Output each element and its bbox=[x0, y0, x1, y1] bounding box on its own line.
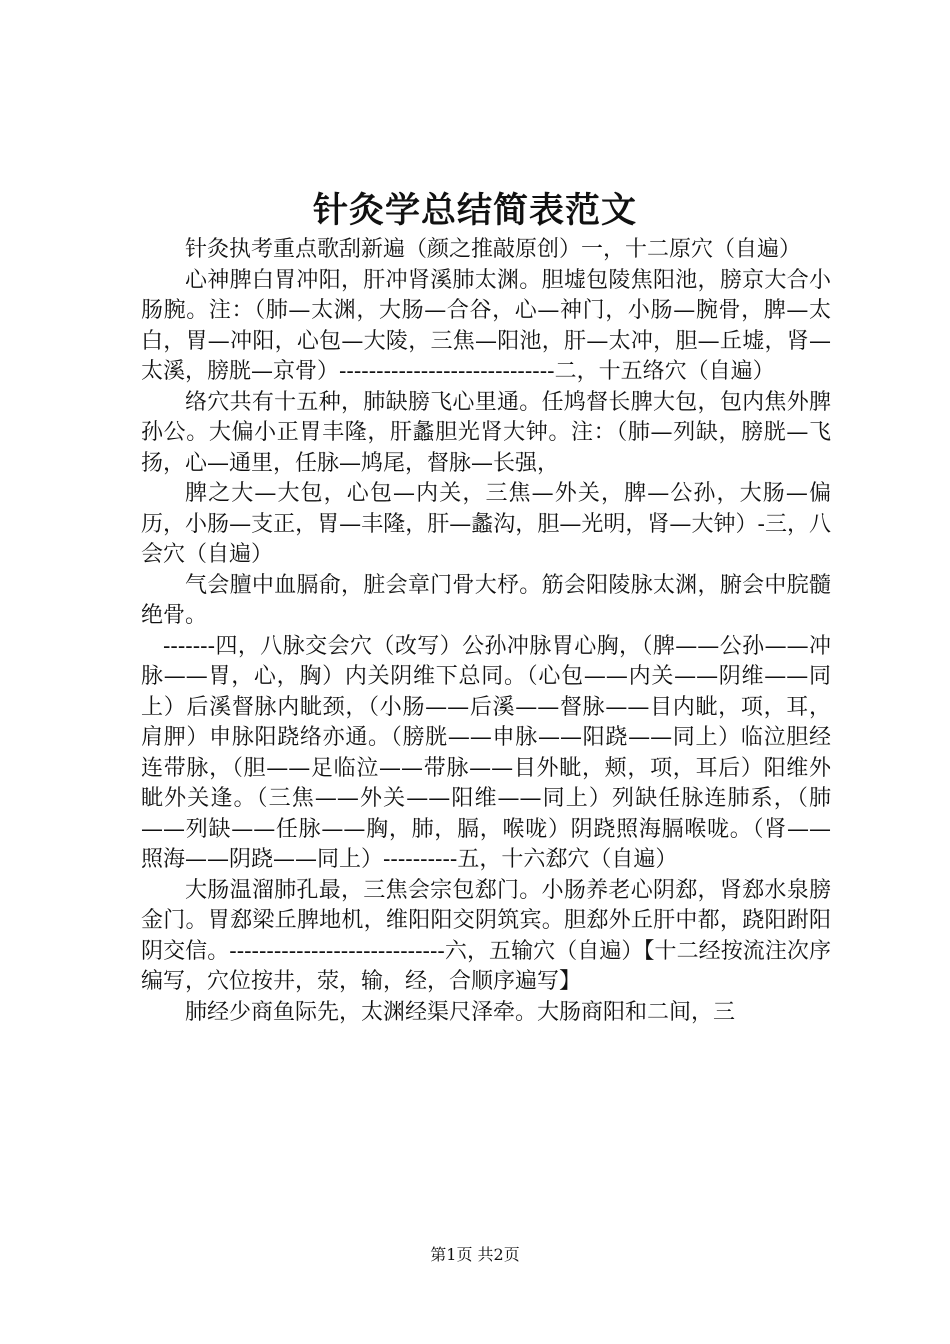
paragraph: 脾之大—大包，心包—内关，三焦—外关，脾—公孙，大肠—偏历，小肠—支正，胃—丰隆，肝—蠡沟，胆—光明，肾—大钟）-三，八会穴（自遍） bbox=[141, 481, 831, 567]
paragraph: -------四，八脉交会穴（改写）公孙冲脉胃心胸，（脾——公孙——冲脉——胃，心，胸）内关阴维下总同。（心包——内关——阴维——同上）后溪督脉内眦颈，（小肠——后溪——督脉——目内眦，项，耳，肩胛）申脉阳跷络亦通。（膀胱——申脉——阳跷——同上）临泣胆经连带脉，（胆——足临泣——带脉——目外眦，颊，项，耳后）阳维外眦外关逢。（三焦——外关——阳维——同上）列缺任脉连肺系，（肺——列缺——任脉——胸，肺，膈，喉咙）阴跷照海膈喉咙。（肾——照海——阴跷——同上）----------五，十六郄穴（自遍） bbox=[141, 633, 831, 872]
paragraph: 心神脾白胃冲阳，肝冲肾溪肺太渊。胆墟包陵焦阳池，膀京大合小肠腕。注：（肺—太渊，大肠—合谷，心—神门，小肠—腕骨，脾—太白，胃—冲阳，心包—大陵，三焦—阳池，肝—太冲，胆—丘墟，肾—太溪，膀胱—京骨）-----------------------------二，十五络穴（自遍） bbox=[141, 267, 831, 384]
paragraph: 针灸执考重点歌刮新遍（颜之推敲原创）一，十二原穴（自遍） bbox=[185, 237, 802, 262]
document-title: 针灸学总结简表范文 bbox=[312, 190, 637, 231]
paragraph: 大肠温溜肺孔最，三焦会宗包郄门。小肠养老心阴郄，肾郄水泉膀金门。胃郄梁丘脾地机，维阳阳交阴筑宾。胆郄外丘肝中都，跷阳跗阳阴交信。-----------------------------六，五输穴（自遍）【十二经按流注次序编写，穴位按井，荥，输，经，合顺序遍写】 bbox=[141, 877, 831, 994]
paragraph: 肺经少商鱼际先，太渊经渠尺泽牵。大肠商阳和二间，三 bbox=[185, 999, 736, 1025]
paragraph: 气会膻中血膈俞，脏会章门骨大杼。筋会阳陵脉太渊，腑会中脘髓绝骨。 bbox=[141, 572, 831, 628]
document-body bbox=[141, 235, 831, 1028]
page-footer: 第1页 共2页 bbox=[430, 1245, 520, 1264]
paragraph: 络穴共有十五种，肺缺膀飞心里通。任鸠督长脾大包，包内焦外脾孙公。大偏小正胃丰隆，肝蠡胆光肾大钟。注：（肺—列缺，膀胱—飞扬，心—通里，任脉—鸠尾，督脉—长强， bbox=[141, 389, 831, 476]
